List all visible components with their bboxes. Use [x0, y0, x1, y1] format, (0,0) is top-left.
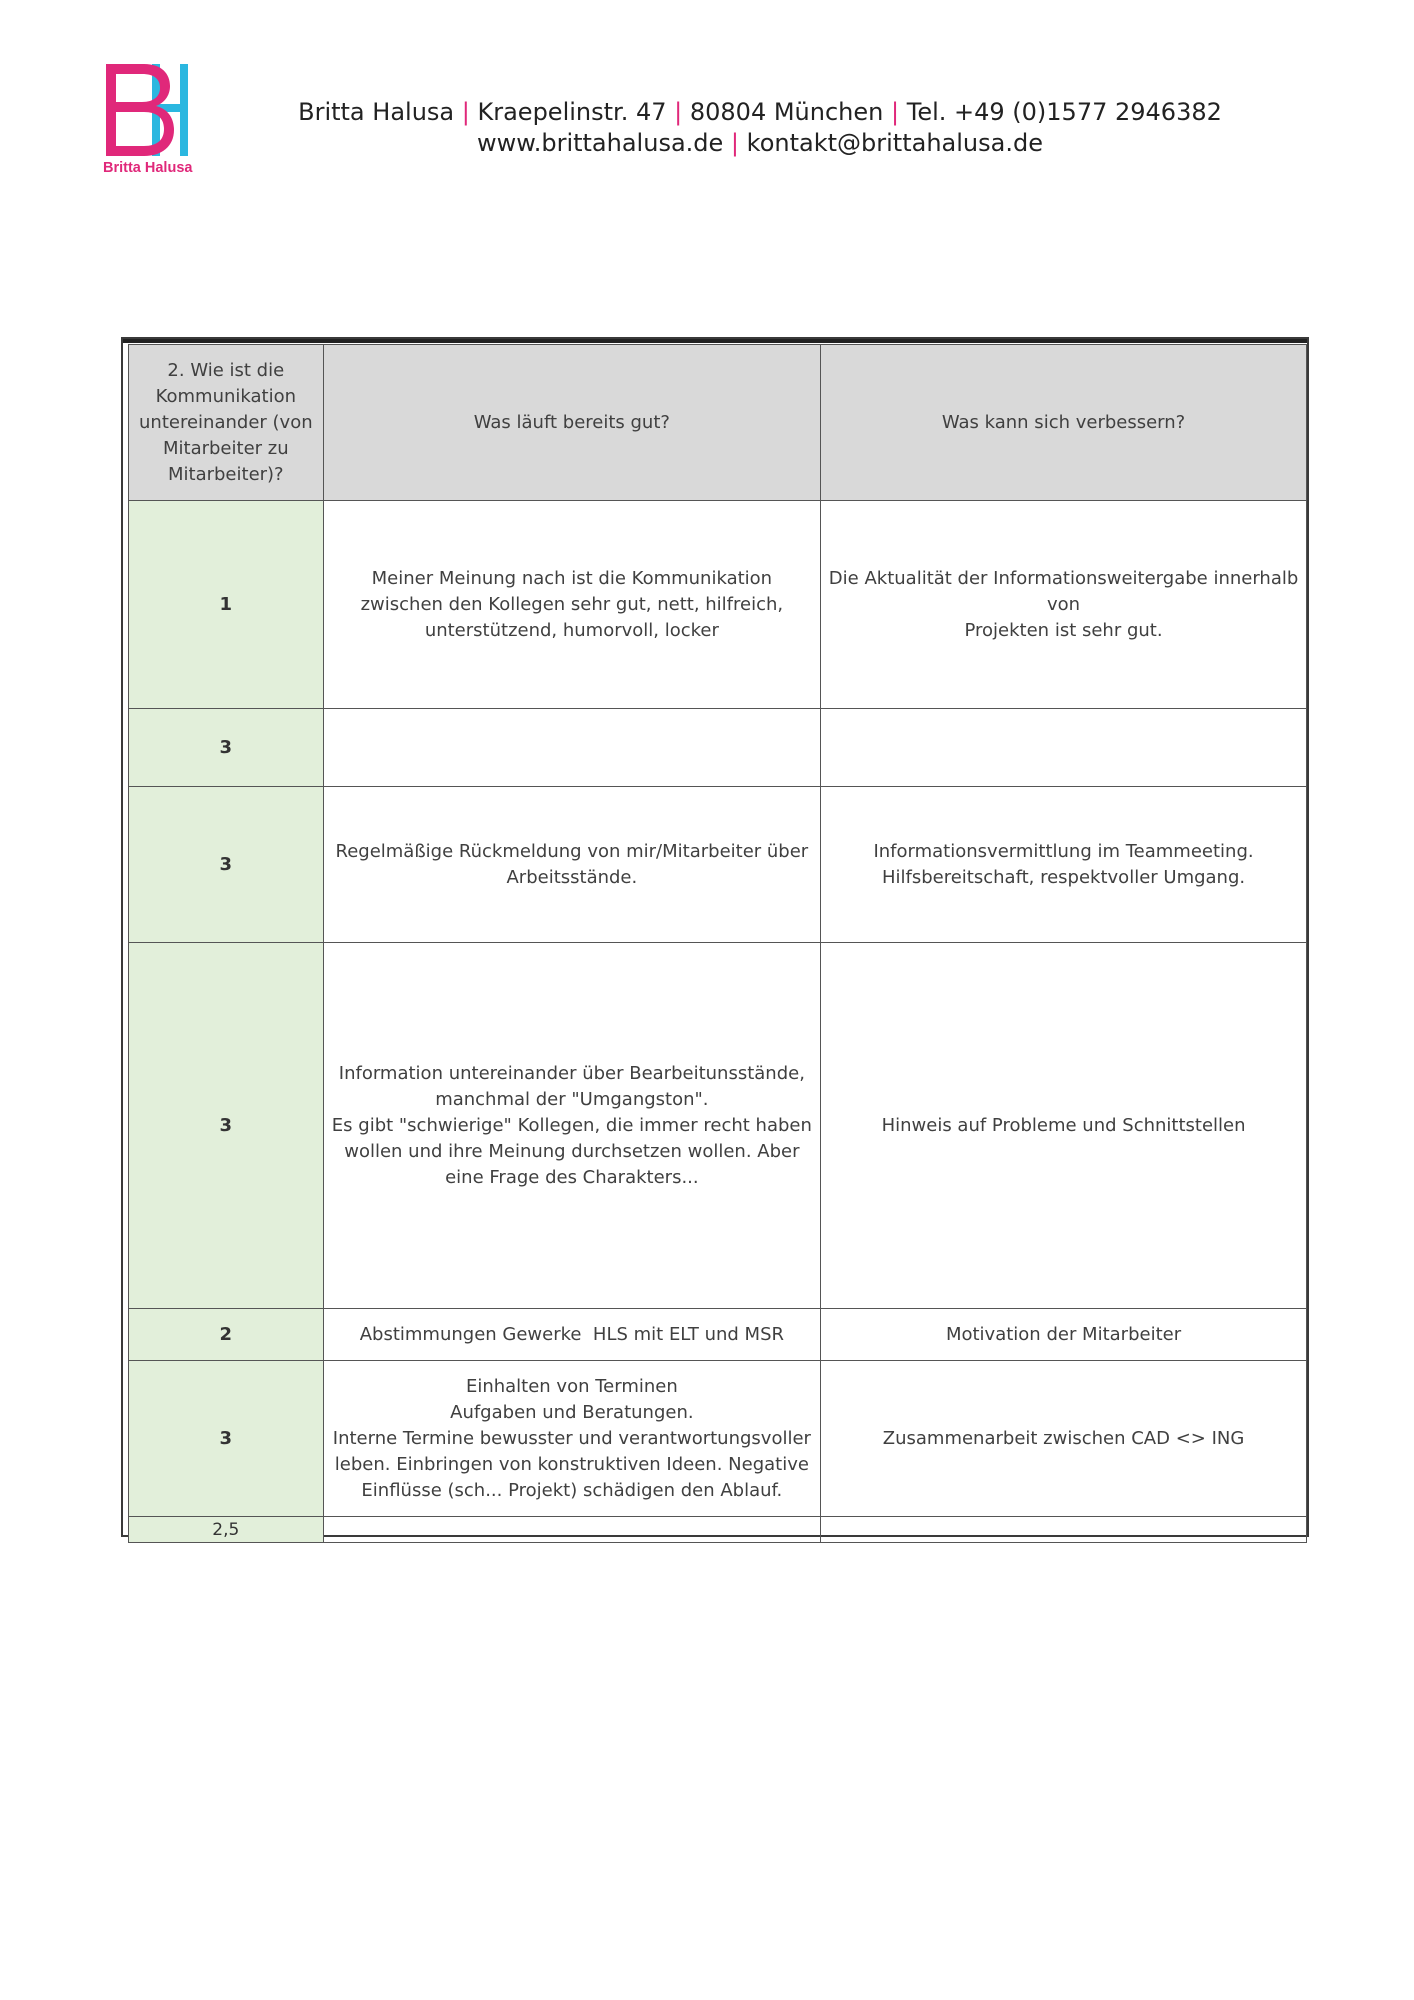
good-text: Regelmäßige Rückmeldung von mir/Mitarbeiter über Arbeitsstände. [335, 840, 809, 888]
improve-text: Informationsvermittlung im Teammeeting. Hilfsbereitschaft, respektvoller Umgang. [873, 840, 1254, 888]
brand-logo [100, 60, 200, 180]
improve-header: Was kann sich verbessern? [821, 345, 1307, 501]
good-text: Abstimmungen Gewerke HLS mit ELT und MSR [359, 1323, 785, 1345]
sender-website[interactable]: www.brittahalusa.de [477, 129, 724, 157]
average-improve-cell [821, 1517, 1307, 1543]
good-cell [323, 501, 820, 709]
good-text: Meiner Meinung nach ist die Kommunikation zwischen den Kollegen sehr gut, nett, hilfreich, unterstützend, humorvoll, locker [360, 567, 784, 641]
good-header: Was läuft bereits gut? [323, 345, 820, 501]
improve-cell [821, 787, 1307, 943]
good-text: Einhalten von Terminen Aufgaben und Beratungen. Interne Termine bewusster und verantwortungsvoller leben. Einbringen von konstruktiven Ideen. Negative Einflüsse (sch... Projekt) schädigen den Ablauf. [332, 1375, 811, 1501]
separator: | [730, 129, 740, 157]
bh-monogram-icon [100, 60, 192, 160]
table-row [129, 787, 1307, 943]
table-row [129, 709, 1307, 787]
score-cell: 3 [129, 943, 324, 1309]
good-cell [323, 943, 820, 1309]
improve-text: Hinweis auf Probleme und Schnittstellen [881, 1114, 1246, 1136]
table-top-rule [123, 339, 1307, 343]
average-score-cell: 2,5 [129, 1517, 324, 1543]
sender-street: Kraepelinstr. 47 [477, 98, 667, 126]
table-header-row [129, 345, 1307, 501]
improve-text: Die Aktualität der Informationsweitergabe innerhalb von Projekten ist sehr gut. [828, 567, 1299, 641]
table-row [129, 1361, 1307, 1517]
improve-cell [821, 943, 1307, 1309]
score-cell: 2 [129, 1309, 324, 1361]
sender-city: 80804 München [689, 98, 884, 126]
improve-cell [821, 1361, 1307, 1517]
question-header: 2. Wie ist die Kommunikation untereinander (von Mitarbeiter zu Mitarbeiter)? [129, 345, 324, 501]
survey-table [128, 344, 1307, 1543]
good-cell [323, 787, 820, 943]
table-row [129, 501, 1307, 709]
average-good-cell [323, 1517, 820, 1543]
good-cell [323, 1361, 820, 1517]
letterhead-line-contact [270, 128, 1250, 159]
score-cell: 1 [129, 501, 324, 709]
sender-email[interactable]: kontakt@brittahalusa.de [746, 129, 1043, 157]
improve-cell [821, 1309, 1307, 1361]
letterhead-line-address [270, 97, 1250, 128]
separator: | [461, 98, 470, 126]
improve-text: Motivation der Mitarbeiter [945, 1323, 1182, 1345]
improve-cell [821, 501, 1307, 709]
separator: | [674, 98, 683, 126]
improve-cell [821, 709, 1307, 787]
table-row [129, 1309, 1307, 1361]
good-cell [323, 1309, 820, 1361]
letterhead [270, 97, 1250, 159]
average-row [129, 1517, 1307, 1543]
good-cell [323, 709, 820, 787]
logo-caption: Britta Halusa [103, 160, 193, 176]
score-cell: 3 [129, 1361, 324, 1517]
good-text: Information untereinander über Bearbeitunsstände, manchmal der "Umgangston". Es gibt "schwierige" Kollegen, die immer recht haben wollen und ihre Meinung durchsetzen wollen. Aber eine Frage des Charakters... [331, 1062, 812, 1188]
survey-table-frame [121, 337, 1309, 1540]
improve-text: Zusammenarbeit zwischen CAD <> ING [882, 1427, 1245, 1449]
score-cell: 3 [129, 787, 324, 943]
sender-phone: Tel. +49 (0)1577 2946382 [906, 98, 1222, 126]
table-row [129, 943, 1307, 1309]
separator: | [891, 98, 900, 126]
sender-name: Britta Halusa [298, 98, 455, 126]
score-cell: 3 [129, 709, 324, 787]
